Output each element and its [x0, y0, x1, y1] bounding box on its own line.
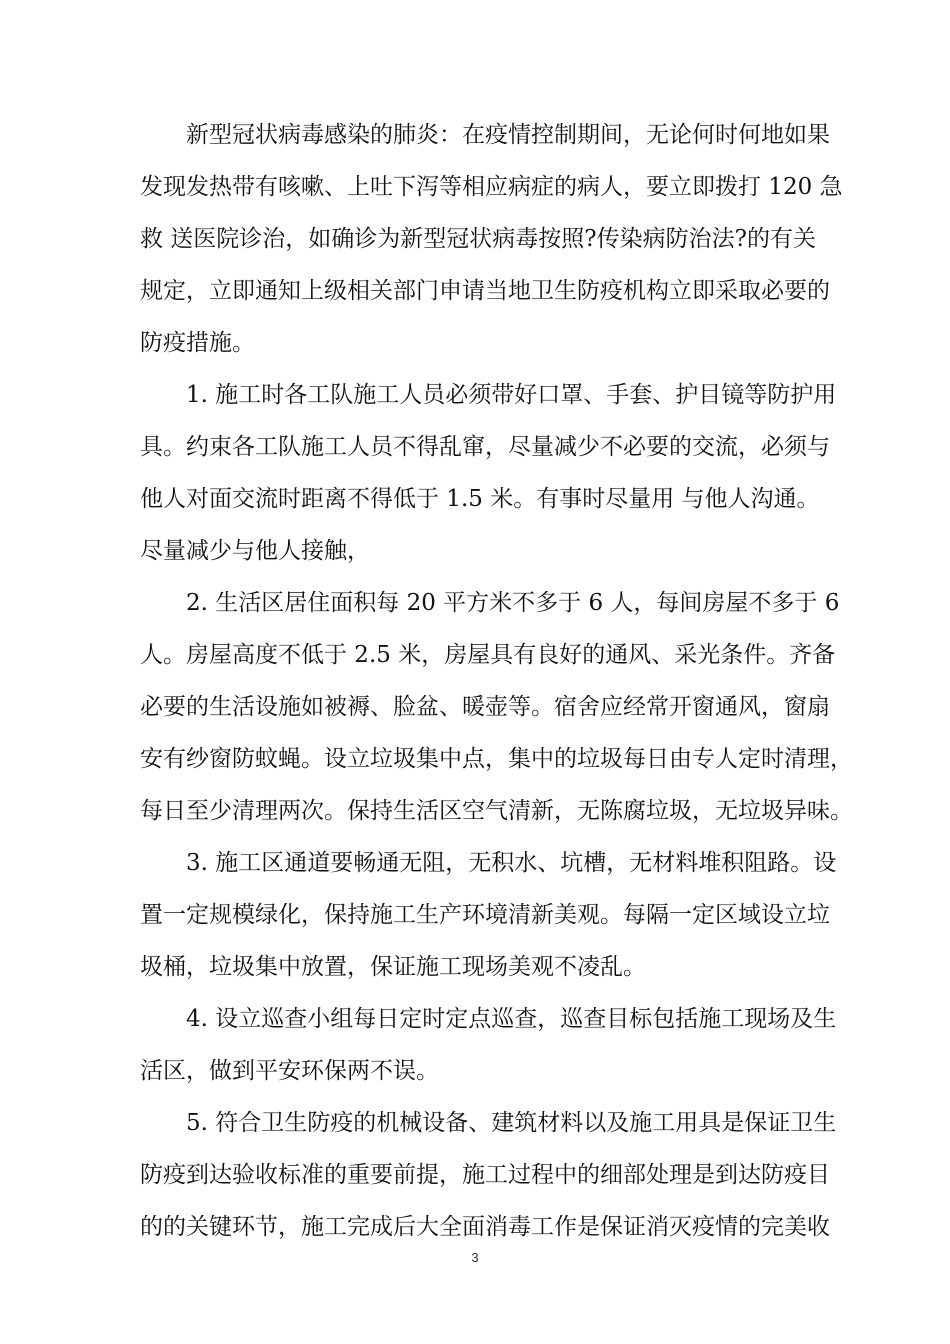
- text-line: 活区，做到平安环保两不误。: [140, 1058, 439, 1084]
- text-line: 2. 生活区居住面积每 20 平方米不多于 6 人，每间房屋不多于 6: [186, 590, 840, 616]
- page-number: 3: [471, 1250, 479, 1265]
- text-line: 救 送医院诊治，如确诊为新型冠状病毒按照?传染病防治法?的有关: [140, 226, 816, 252]
- text-line: 必要的生活设施如被褥、脸盆、暖壶等。宿舍应经常开窗通风，窗扇: [140, 694, 830, 720]
- text-line: 置一定规模绿化，保持施工生产环境清新美观。每隔一定区域设立垃: [140, 902, 830, 928]
- text-line: 规定，立即通知上级相关部门申请当地卫生防疫机构立即采取必要的: [140, 278, 830, 304]
- text-line: 4. 设立巡查小组每日定时定点巡查，巡查目标包括施工现场及生: [186, 1006, 837, 1032]
- text-line: 1. 施工时各工队施工人员必须带好口罩、手套、护目镜等防护用: [186, 382, 837, 408]
- text-line: 3. 施工区通道要畅通无阻，无积水、坑槽，无材料堆积阻路。设: [186, 850, 837, 876]
- text-line: 具。约束各工队施工人员不得乱窜，尽量减少不必要的交流，必须与: [140, 434, 830, 460]
- text-line: 每日至少清理两次。保持生活区空气清新，无陈腐垃圾，无垃圾异味。: [140, 798, 853, 824]
- text-line: 的的关键环节，施工完成后大全面消毒工作是保证消灭疫情的完美收: [140, 1214, 830, 1240]
- text-line: 安有纱窗防蚊蝇。设立垃圾集中点，集中的垃圾每日由专人定时清理，: [140, 746, 853, 772]
- text-line: 他人对面交流时距离不得低于 1.5 米。有事时尽量用 与他人沟通。: [140, 486, 820, 512]
- text-line: 发现发热带有咳嗽、上吐下泻等相应病症的病人，要立即拨打 120 急: [140, 174, 843, 200]
- text-line: 新型冠状病毒感染的肺炎：在疫情控制期间，无论何时何地如果: [186, 122, 830, 148]
- text-line: 防疫措施。: [140, 330, 255, 356]
- text-line: 尽量减少与他人接触，: [140, 538, 370, 564]
- text-line: 5. 符合卫生防疫的机械设备、建筑材料以及施工用具是保证卫生: [186, 1110, 837, 1136]
- text-line: 人。房屋高度不低于 2.5 米，房屋具有良好的通风、采光条件。齐备: [140, 642, 836, 668]
- text-line: 防疫到达验收标准的重要前提，施工过程中的细部处理是到达防疫目: [140, 1162, 830, 1188]
- text-line: 圾桶，垃圾集中放置，保证施工现场美观不凌乱。: [140, 954, 646, 980]
